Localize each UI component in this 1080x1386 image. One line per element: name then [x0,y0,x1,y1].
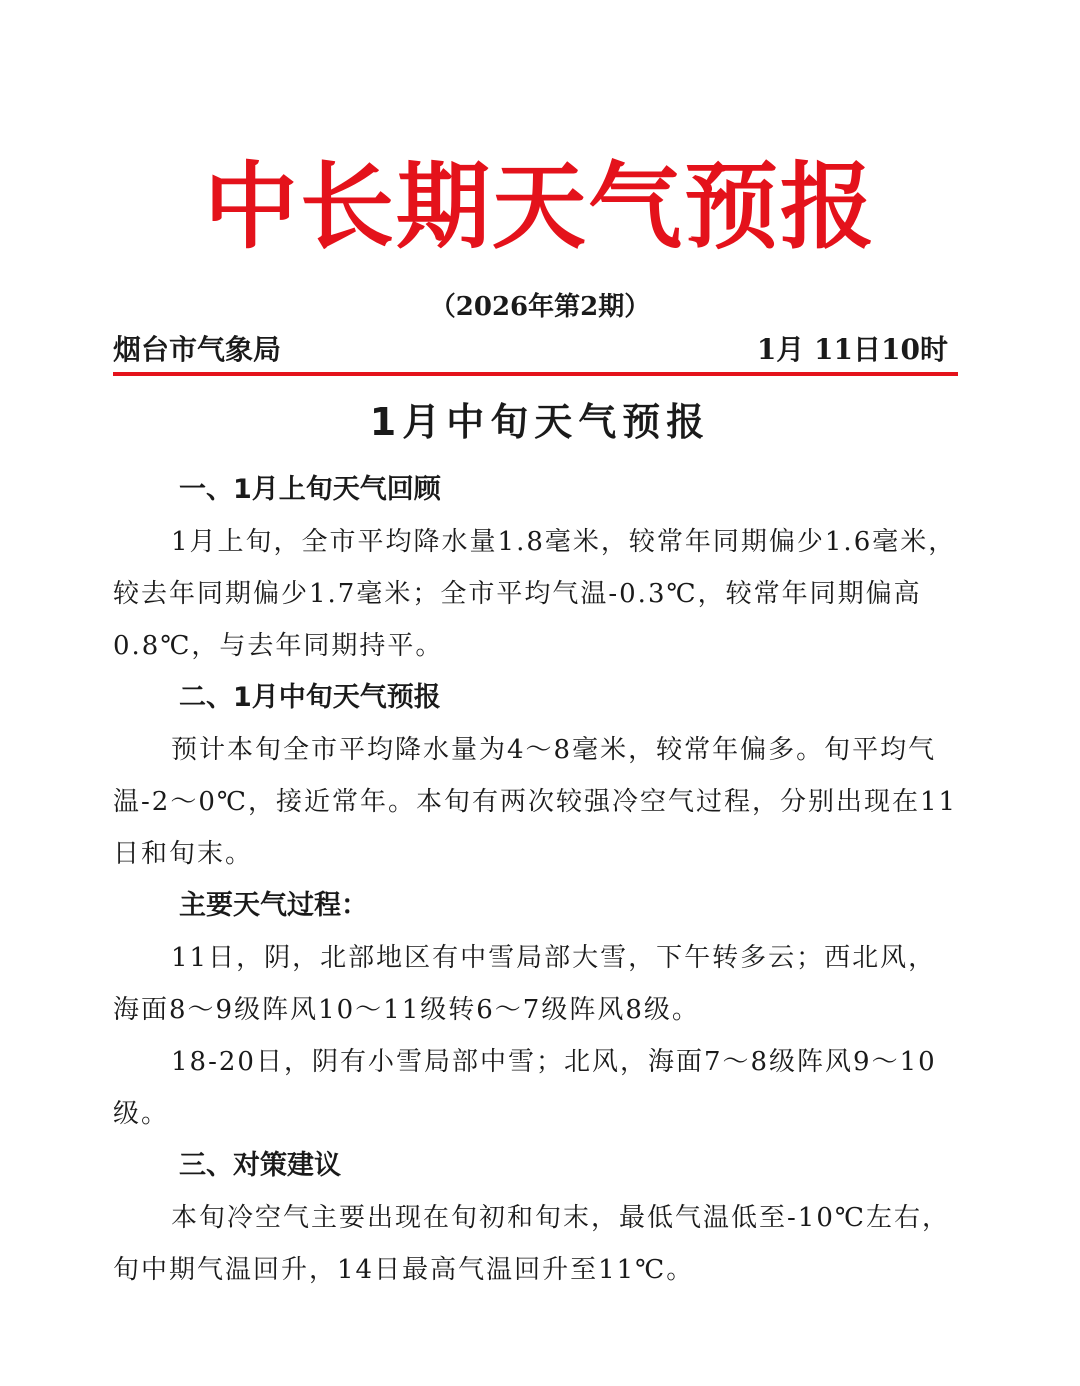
issue-number: （2026年第2期） [429,292,651,322]
forecast-paragraph: 预计本旬全市平均降水量为4～8毫米，较常年偏多。旬平均气温-2～0℃，接近常年。本旬有两次较强冷空气过程，分别出现在11日和旬末。 [113,735,958,869]
red-divider [113,372,958,376]
document-title: 1月中旬天气预报 [369,400,711,444]
section-heading-review: 一、1月上旬天气回顾 [179,474,441,505]
section-heading-advice: 三、对策建议 [179,1150,341,1181]
advice-paragraph: 本旬冷空气主要出现在旬初和旬末，最低气温低至-10℃左右，旬中期气温回升，14日最高气温回升至11℃。 [113,1203,950,1285]
review-paragraph: 1月上旬，全市平均降水量1.8毫米，较常年同期偏少1.6毫米，较去年同期偏少1.7毫米；全市平均气温-0.3℃，较常年同期偏高0.8℃，与去年同期持平。 [113,527,957,661]
section-heading-process: 主要天气过程： [179,890,368,921]
issuer-name: 烟台市气象局 [113,333,282,366]
issue-datetime: 1月 11日10时 [756,333,948,366]
masthead-title: 中长期天气预报 [203,153,876,262]
process-paragraph-2: 18-20日，阴有小雪局部中雪；北风，海面7～8级阵风9～10级。 [113,1047,937,1129]
meta-row [113,328,958,372]
document-body [113,464,958,1296]
section-heading-forecast: 二、1月中旬天气预报 [179,682,441,713]
process-paragraph-1: 11日，阴，北部地区有中雪局部大雪，下午转多云；西北风，海面8～9级阵风10～11级转6～7级阵风8级。 [113,943,937,1025]
